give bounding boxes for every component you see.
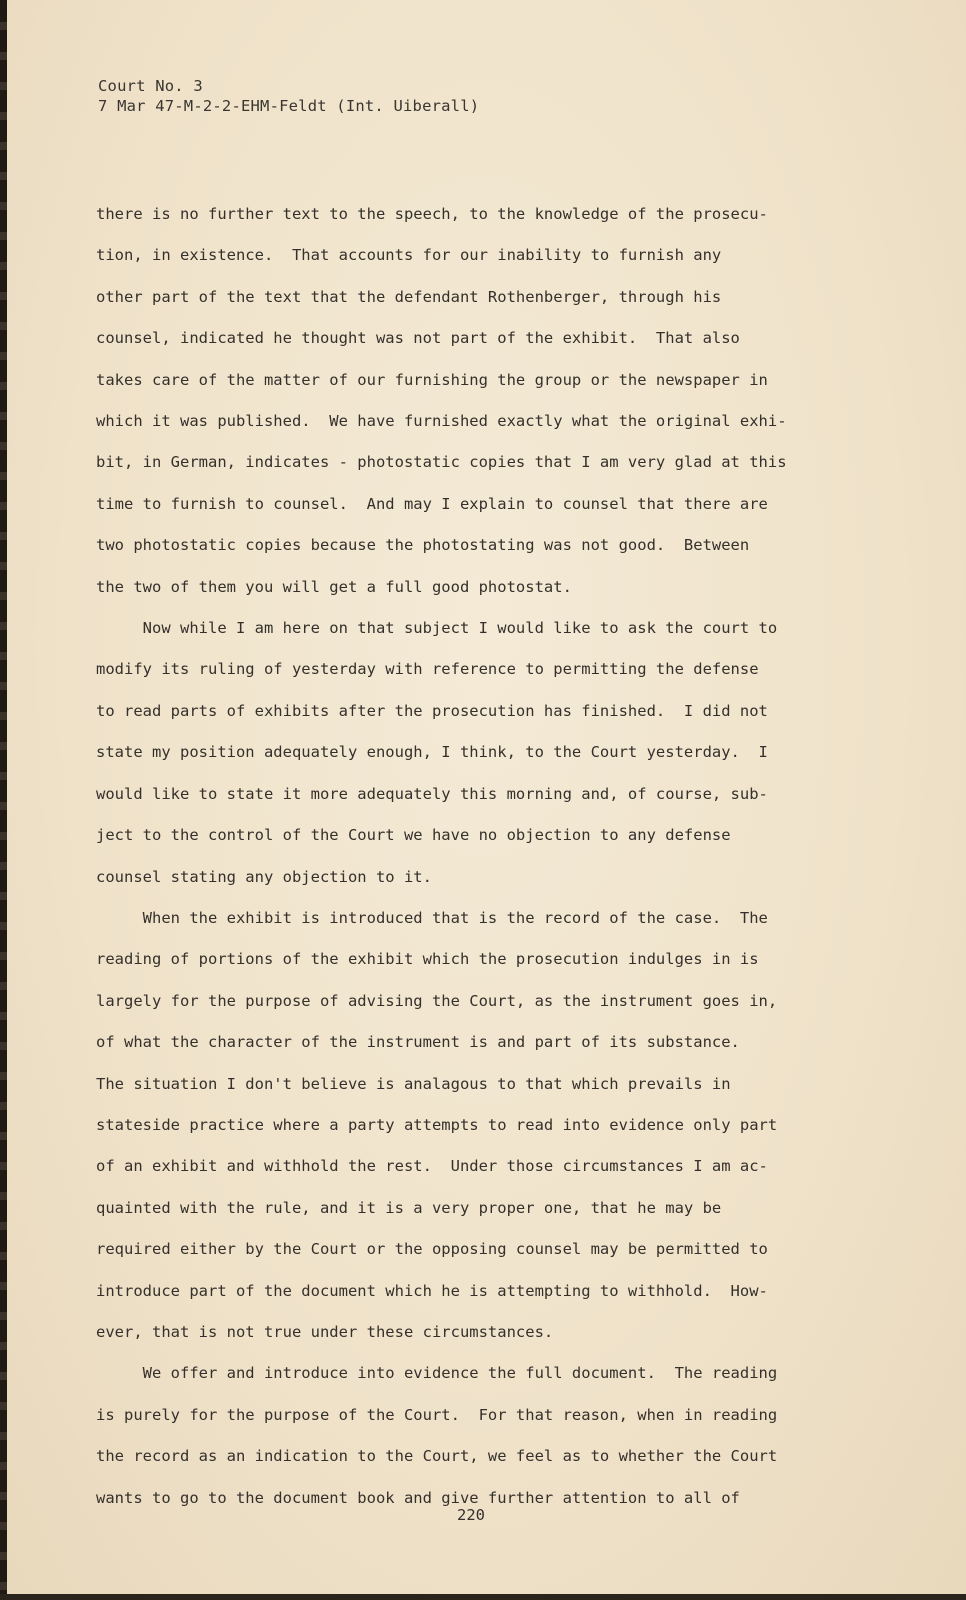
transcript-line: ject to the control of the Court we have no objection to any defense	[96, 826, 731, 845]
transcript-line: to read parts of exhibits after the prosecution has finished. I did not	[96, 701, 768, 720]
transcript-line: state my position adequately enough, I think, to the Court yesterday. I	[96, 743, 768, 762]
transcript-line: required either by the Court or the opposing counsel may be permitted to	[96, 1240, 768, 1259]
transcript-line: Now while I am here on that subject I would like to ask the court to	[96, 619, 778, 638]
transcript-line: other part of the text that the defendant Rothenberger, through his	[96, 287, 722, 306]
bottom-edge	[0, 1594, 966, 1600]
transcript-body	[96, 194, 856, 1519]
transcript-line: reading of portions of the exhibit which the prosecution indulges in is	[96, 950, 759, 969]
court-number: Court No. 3	[98, 77, 203, 95]
transcript-line: introduce part of the document which he is attempting to withhold. How-	[96, 1281, 768, 1300]
transcript-line: counsel stating any objection to it.	[96, 867, 432, 886]
page-number: 220	[457, 1506, 485, 1524]
transcript-line: there is no further text to the speech, to the knowledge of the prosecu-	[96, 205, 768, 223]
transcript-line: stateside practice where a party attempts to read into evidence only part	[96, 1115, 778, 1134]
transcript-line: When the exhibit is introduced that is the record of the case. The	[96, 908, 768, 927]
transcript-line: the two of them you will get a full good photostat.	[96, 577, 572, 596]
transcript-line: modify its ruling of yesterday with reference to permitting the defense	[96, 660, 759, 679]
transcript-line: tion, in existence. That accounts for our inability to furnish any	[96, 246, 722, 265]
transcript-line: largely for the purpose of advising the Court, as the instrument goes in,	[96, 991, 778, 1010]
transcript-line: the record as an indication to the Court, we feel as to whether the Court	[96, 1447, 778, 1466]
transcript-line: time to furnish to counsel. And may I explain to counsel that there are	[96, 494, 768, 513]
transcript-line: takes care of the matter of our furnishing the group or the newspaper in	[96, 370, 768, 389]
transcript-line: of an exhibit and withhold the rest. Under those circumstances I am ac-	[96, 1157, 768, 1176]
transcript-line: two photostatic copies because the photostating was not good. Between	[96, 536, 750, 555]
session-reference: 7 Mar 47-M-2-2-EHM-Feldt (Int. Uiberall)	[98, 97, 480, 115]
transcript-line: bit, in German, indicates - photostatic copies that I am very glad at this	[96, 453, 787, 472]
transcript-line: wants to go to the document book and give further attention to all of	[96, 1488, 740, 1507]
document-header	[98, 76, 479, 116]
transcript-line: We offer and introduce into evidence the full document. The reading	[96, 1364, 778, 1383]
binding-edge	[0, 0, 7, 1600]
transcript-line: counsel, indicated he thought was not part of the exhibit. That also	[96, 329, 740, 348]
transcript-line: The situation I don't believe is analagous to that which prevails in	[96, 1074, 731, 1093]
transcript-line: quainted with the rule, and it is a very proper one, that he may be	[96, 1198, 722, 1217]
page-footer	[0, 1506, 966, 1524]
transcript-line: ever, that is not true under these circumstances.	[96, 1322, 554, 1341]
transcript-line: of what the character of the instrument is and part of its substance.	[96, 1033, 740, 1052]
transcript-line: which it was published. We have furnished exactly what the original exhi-	[96, 412, 787, 431]
transcript-line: is purely for the purpose of the Court. For that reason, when in reading	[96, 1405, 778, 1424]
transcript-line: would like to state it more adequately this morning and, of course, sub-	[96, 784, 768, 803]
